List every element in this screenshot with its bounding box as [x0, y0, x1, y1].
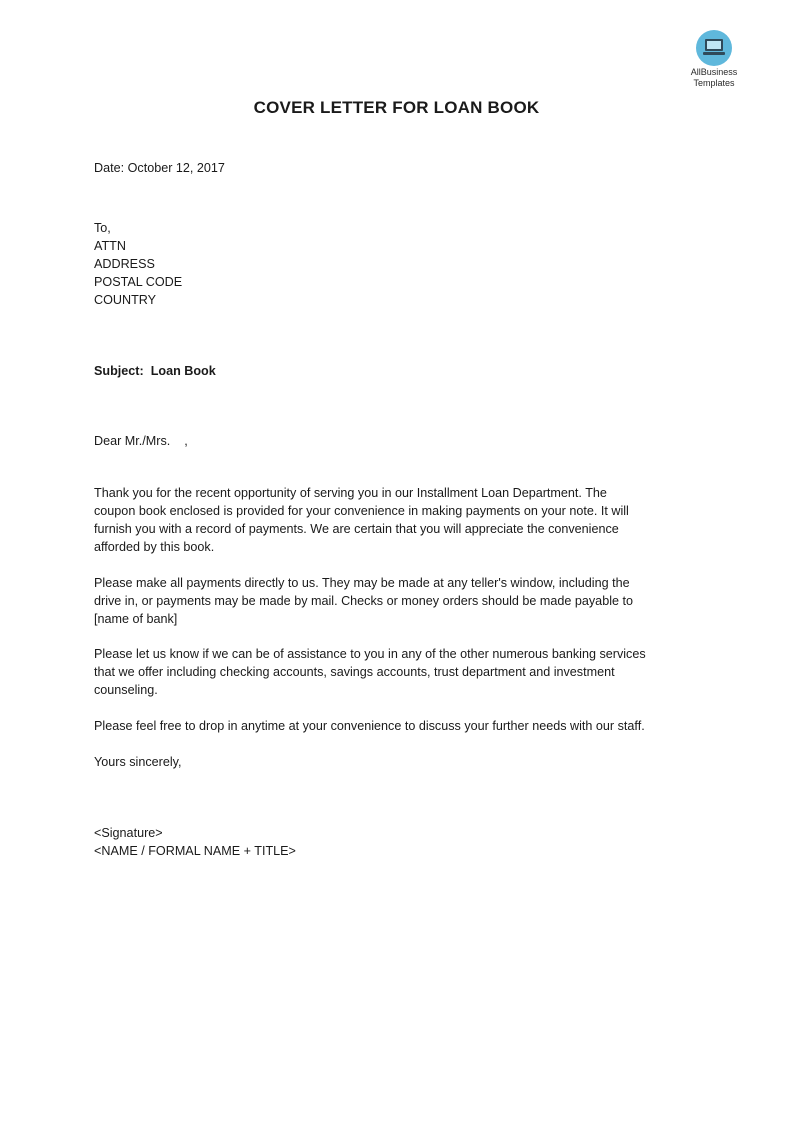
subject-line [94, 362, 216, 380]
address-line-attn: ATTN [94, 239, 126, 253]
recipient-address-block [94, 219, 694, 309]
laptop-icon [696, 30, 732, 66]
paragraph-line: coupon book enclosed is provided for your convenience in making payments on your note. It will [94, 504, 629, 518]
name-title-placeholder: <NAME / FORMAL NAME + TITLE> [94, 844, 296, 858]
address-line-address: ADDRESS [94, 257, 155, 271]
paragraph-line: afforded by this book. [94, 540, 215, 554]
paragraph-line: Please make all payments directly to us. They may be made at any teller's window, including the [94, 576, 630, 590]
body-paragraph-4 [94, 717, 694, 735]
address-line-postal-code: POSTAL CODE [94, 275, 183, 289]
paragraph-line: Please let us know if we can be of assistance to you in any of the other numerous banking services [94, 647, 646, 661]
paragraph-line: [name of bank] [94, 612, 178, 626]
paragraph-line: Thank you for the recent opportunity of serving you in our Installment Loan Department. The [94, 486, 607, 500]
paragraph-line: drive in, or payments may be made by mail. Checks or money orders should be made payable to [94, 594, 633, 608]
logo-text-line2: Templates [693, 78, 735, 88]
page-title: COVER LETTER FOR LOAN BOOK [253, 98, 540, 117]
paragraph-line: counseling. [94, 683, 158, 697]
logo-text-line1: AllBusiness [690, 67, 738, 77]
paragraph-line: furnish you with a record of payments. We are certain that you will appreciate the convenience [94, 522, 619, 536]
letter-date: Date: October 12, 2017 [94, 161, 225, 175]
salutation: Dear Mr./Mrs. , [94, 434, 188, 448]
allbusiness-templates-logo [682, 30, 746, 88]
address-line-to: To, [94, 221, 111, 235]
subject-value: Loan Book [150, 364, 216, 378]
body-paragraph-2 [94, 574, 694, 628]
subject-label: Subject: [94, 364, 144, 378]
body-paragraph-3 [94, 645, 694, 699]
signature-placeholder: <Signature> [94, 826, 163, 840]
body-paragraph-1 [94, 484, 694, 556]
address-line-country: COUNTRY [94, 293, 157, 307]
paragraph-line: that we offer including checking accounts, savings accounts, trust department and investment [94, 665, 615, 679]
paragraph-line: Please feel free to drop in anytime at your convenience to discuss your further needs with our staff. [94, 719, 645, 733]
closing: Yours sincerely, [94, 755, 182, 769]
